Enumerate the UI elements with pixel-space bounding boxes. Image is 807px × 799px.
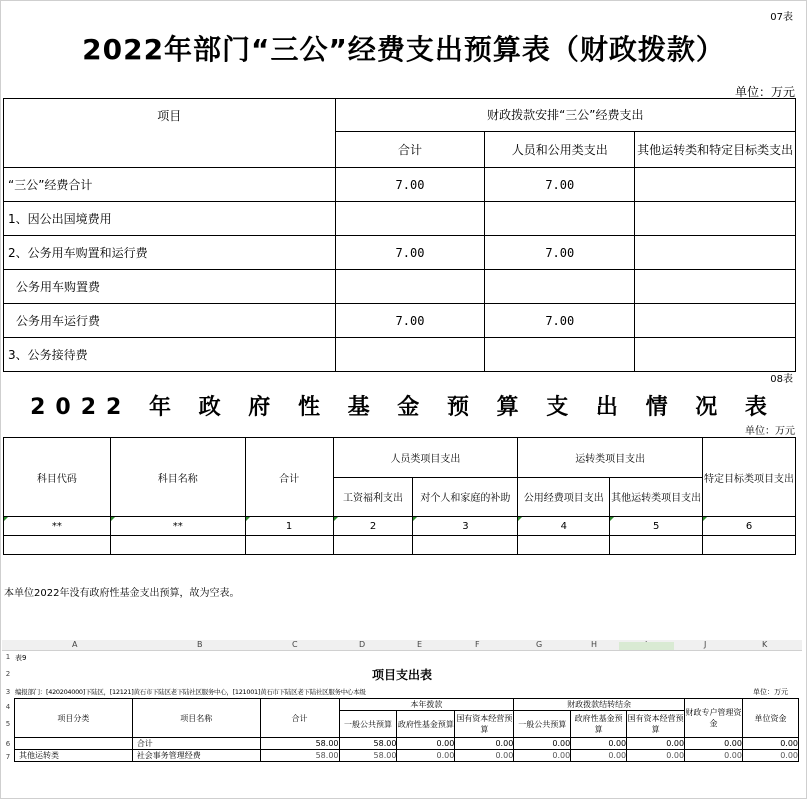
fund-header-personnel: 人员类项目支出 (333, 438, 518, 478)
row-personnel: 7.00 (485, 168, 635, 202)
row-personnel: 7.00 (485, 236, 635, 270)
col-header: C (292, 640, 298, 649)
fund-table (3, 437, 796, 555)
fund-row-num: 1 (245, 517, 333, 536)
row-name: 3、公务接待费 (4, 338, 336, 372)
fund-header-code: 科目代码 (4, 438, 111, 517)
row-total: 7.00 (335, 168, 485, 202)
sheet-cell: 0.00 (514, 738, 571, 750)
row-personnel (485, 338, 635, 372)
sheet-header-general: 一般公共预算 (339, 711, 397, 738)
sheet-header-general: 一般公共预算 (514, 711, 571, 738)
row-total: 7.00 (335, 236, 485, 270)
sheet-cell: 58.00 (260, 738, 339, 750)
fund-header-public: 公用经费项目支出 (518, 477, 610, 517)
row-header: 5 (5, 720, 11, 728)
row-other (635, 338, 796, 372)
table-row (15, 750, 799, 762)
fund-row-num: 5 (610, 517, 703, 536)
sheet-header-current: 本年拨款 (339, 699, 514, 711)
table-row (4, 202, 796, 236)
table-row (4, 236, 796, 270)
table-row (4, 304, 796, 338)
row-header: 2 (5, 670, 11, 678)
row-total (335, 202, 485, 236)
row-name: 1、因公出国境费用 (4, 202, 336, 236)
sheet-cell: 0.00 (742, 750, 798, 762)
col-header: H (591, 640, 598, 649)
row-personnel (485, 270, 635, 304)
row-other (635, 304, 796, 338)
sangong-table (3, 98, 796, 372)
row-total: 7.00 (335, 304, 485, 338)
table-row (15, 738, 799, 750)
sheet-project: 社会事务管理经费 (132, 750, 260, 762)
row-personnel: 7.00 (485, 304, 635, 338)
col-header: G (536, 640, 543, 649)
sheet-cell: 58.00 (260, 750, 339, 762)
header-personnel: 人员和公用类支出 (485, 131, 635, 167)
fund-note: 本单位2022年没有政府性基金支出预算，故为空表。 (4, 588, 240, 599)
sheet-cell: 0.00 (685, 738, 743, 750)
spreadsheet-image (2, 640, 802, 797)
fund-row-code: ** (4, 517, 111, 536)
row-name: “三公”经费合计 (4, 168, 336, 202)
sheet-cell: 0.00 (571, 750, 627, 762)
sheet-cell: 0.00 (685, 750, 743, 762)
sheet-header-state: 国有资本经营预算 (627, 711, 685, 738)
fund-row-num: 6 (703, 517, 796, 536)
fund-unit-label: 单位：万元 (745, 426, 795, 437)
sheet-header-special: 财政专户管理资金 (685, 699, 743, 738)
row-header: 4 (5, 703, 11, 711)
sheet-cell: 58.00 (339, 750, 397, 762)
sheet-header-carry: 财政拨款结转结余 (514, 699, 685, 711)
fund-header-family: 对个人和家庭的补助 (413, 477, 518, 517)
col-header: D (359, 640, 366, 649)
table-code-07: 07表 (770, 12, 793, 23)
sheet-dept: 编报部门：[420204000]下陆区，[12121]黄石市下陆区老下陆社区服务中心，[121001]黄石市下陆区老下陆社区服务中心本级 (15, 688, 366, 696)
sheet-cell: 0.00 (627, 750, 685, 762)
row-total (335, 338, 485, 372)
table-row (4, 338, 796, 372)
fund-row-num: 2 (333, 517, 413, 536)
fund-row-name: ** (110, 517, 245, 536)
sheet-code: 表9 (15, 654, 27, 662)
sheet-header-category: 项目分类 (15, 699, 133, 738)
col-header: J (704, 640, 707, 649)
sheet-unit: 单位：万元 (753, 688, 788, 696)
fund-header-transfer: 运转类项目支出 (518, 438, 703, 478)
sheet-cell: 58.00 (339, 738, 397, 750)
sheet-cell: 0.00 (455, 750, 514, 762)
row-name: 公务用车购置费 (4, 270, 336, 304)
fund-header-special: 特定目标类项目支出 (703, 438, 796, 517)
col-header: B (197, 640, 203, 649)
row-header: 3 (5, 688, 11, 696)
table-row (4, 517, 796, 536)
col-header: A (72, 640, 78, 649)
row-other (635, 270, 796, 304)
table-row (4, 536, 796, 555)
row-header: 6 (5, 740, 11, 748)
table-row (4, 270, 796, 304)
row-personnel (485, 202, 635, 236)
header-other: 其他运转类和特定目标类支出 (635, 131, 796, 167)
col-header: E (417, 640, 423, 649)
sheet-header-fund: 政府性基金预算 (397, 711, 455, 738)
sheet-cell: 0.00 (742, 738, 798, 750)
fund-row-num: 3 (413, 517, 518, 536)
sheet-cell: 0.00 (627, 738, 685, 750)
fund-header-total: 合计 (245, 438, 333, 517)
fund-row-num: 4 (518, 517, 610, 536)
fund-header-wage: 工资福利支出 (333, 477, 413, 517)
sheet-cell: 0.00 (397, 750, 455, 762)
col-header: K (762, 640, 768, 649)
header-item: 项目 (4, 99, 336, 168)
table-row (4, 168, 796, 202)
project-table (14, 698, 799, 762)
fund-header-other-transfer: 其他运转类项目支出 (610, 477, 703, 517)
unit-label: 单位：万元 (734, 85, 795, 99)
sheet-total-label: 合计 (132, 738, 260, 750)
row-header: 7 (5, 753, 11, 761)
sheet-header-fund: 政府性基金预算 (571, 711, 627, 738)
sheet-title: 项目支出表 (371, 668, 432, 682)
table-code-08: 08表 (770, 374, 793, 385)
sheet-header-project: 项目名称 (132, 699, 260, 738)
fund-table-title: 2022 年 政 府 性 基 金 预 算 支 出 情 况 表 (30, 395, 777, 420)
sheet-header-total: 合计 (260, 699, 339, 738)
sheet-cell: 0.00 (571, 738, 627, 750)
page-title: 2022年部门“三公”经费支出预算表（财政拨款） (82, 33, 725, 66)
fund-header-name: 科目名称 (110, 438, 245, 517)
row-total (335, 270, 485, 304)
col-header: F (475, 640, 480, 649)
sheet-cell: 0.00 (455, 738, 514, 750)
row-name: 2、公务用车购置和运行费 (4, 236, 336, 270)
row-other (635, 168, 796, 202)
header-group: 财政拨款安排“三公”经费支出 (335, 99, 795, 132)
column-header-bar (2, 640, 802, 651)
row-other (635, 202, 796, 236)
row-other (635, 236, 796, 270)
sheet-category: 其他运转类 (15, 750, 133, 762)
selected-column-highlight (619, 642, 674, 650)
sheet-cell: 0.00 (397, 738, 455, 750)
header-total: 合计 (335, 131, 485, 167)
sheet-cell: 0.00 (514, 750, 571, 762)
sheet-header-state: 国有资本经营预算 (455, 711, 514, 738)
row-header: 1 (5, 653, 11, 661)
row-name: 公务用车运行费 (4, 304, 336, 338)
sheet-header-unit: 单位资金 (742, 699, 798, 738)
